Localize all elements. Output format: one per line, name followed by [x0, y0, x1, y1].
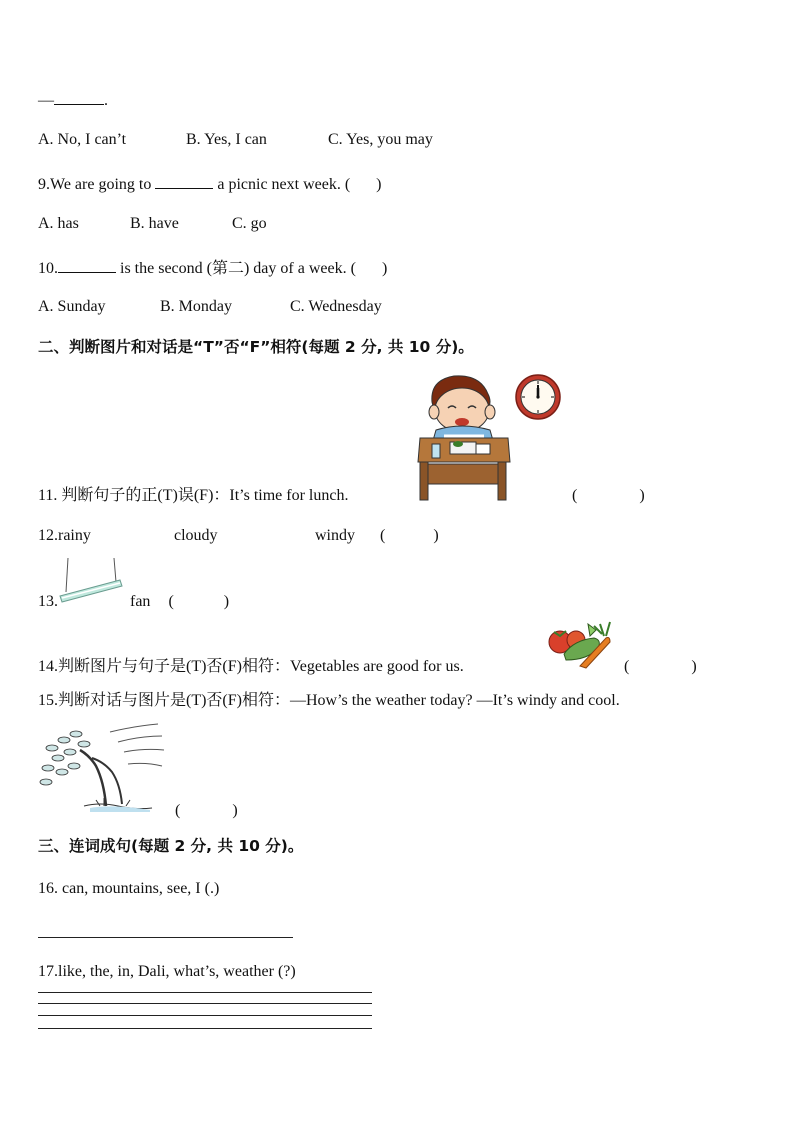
q9-blank[interactable]	[155, 172, 213, 189]
q11-answer-parens[interactable]	[572, 486, 645, 506]
q17-writing-line-4[interactable]	[38, 1028, 372, 1029]
q17-writing-line-2[interactable]	[38, 1003, 372, 1004]
q8-option-b[interactable]: B. Yes, I can	[186, 131, 267, 148]
tube-light-illustration	[58, 558, 124, 606]
q13-word-fan: fan	[130, 593, 151, 610]
q16-question: 16. can, mountains, see, I (.)	[38, 880, 220, 897]
boy-eating-lunch-illustration	[414, 372, 514, 502]
q10-paren-close: )	[381, 260, 388, 277]
q12-word-windy: windy	[315, 527, 355, 544]
paren-close: )	[691, 658, 697, 675]
dash: —	[38, 92, 54, 109]
q10-option-b[interactable]: B. Monday	[160, 298, 232, 315]
windy-tree-illustration	[40, 722, 166, 812]
q8-answer-line	[38, 88, 108, 111]
paren-open: (	[572, 487, 578, 504]
paren-close: )	[433, 527, 439, 544]
q8-option-c[interactable]: C. Yes, you may	[328, 131, 433, 148]
q12-word-rainy: 12.rainy	[38, 527, 91, 544]
vegetables-illustration	[544, 616, 614, 670]
paren-close: )	[232, 802, 238, 819]
q9-paren-close: )	[376, 176, 382, 193]
paren-close: )	[639, 487, 645, 504]
period: .	[104, 92, 108, 109]
section2-title: 二、判断图片和对话是“T”否“F”相符(每题 2 分, 共 10 分)。	[38, 338, 474, 356]
q9-text-before: We are going to	[50, 176, 152, 193]
q10-number: 10.	[38, 260, 58, 277]
q10-text-after: is the second (第二) day of a week. (	[120, 260, 356, 277]
q10-option-c[interactable]: C. Wednesday	[290, 298, 382, 315]
q17-writing-line-1[interactable]	[38, 992, 372, 993]
clock-twelve-illustration	[514, 373, 562, 421]
paren-open[interactable]: (	[380, 527, 386, 544]
section3-title: 三、连词成句(每题 2 分, 共 10 分)。	[38, 837, 304, 855]
paren-open[interactable]: (	[168, 593, 174, 610]
q14-question: 14.判断图片与句子是(T)否(F)相符：Vegetables are good for us.	[38, 658, 464, 675]
q12-word-cloudy: cloudy	[174, 527, 218, 544]
q9-option-c[interactable]: C. go	[232, 215, 267, 232]
q14-answer-parens[interactable]	[624, 657, 697, 677]
q13-number: 13.	[38, 593, 58, 610]
q9-question	[38, 172, 382, 195]
q17-question: 17.like, the, in, Dali, what’s, weather (?)	[38, 963, 296, 980]
q16-answer-line[interactable]	[38, 937, 293, 938]
q10-options	[38, 297, 382, 317]
q13-answer	[130, 592, 229, 612]
q10-question	[38, 256, 387, 279]
paren-close: )	[223, 593, 230, 610]
q9-number: 9.	[38, 176, 50, 193]
q15-question: 15.判断对话与图片是(T)否(F)相符：—How’s the weather today? —It’s windy and cool.	[38, 692, 620, 709]
paren-open: (	[175, 802, 181, 819]
q10-option-a[interactable]: A. Sunday	[38, 298, 106, 315]
q9-options	[38, 214, 267, 234]
q15-answer-parens[interactable]	[175, 801, 238, 821]
q9-option-a[interactable]: A. has	[38, 215, 79, 232]
q8-options	[38, 130, 433, 150]
q17-writing-line-3[interactable]	[38, 1015, 372, 1016]
q9-text-after: a picnic next week. (	[217, 176, 351, 193]
q10-blank[interactable]	[58, 256, 116, 273]
q11-question: 11. 判断句子的正(T)误(F)：It’s time for lunch.	[38, 487, 349, 504]
q12-question	[38, 526, 439, 546]
q9-option-b[interactable]: B. have	[130, 215, 179, 232]
q8-option-a[interactable]: A. No, I can’t	[38, 131, 127, 148]
paren-open: (	[624, 658, 630, 675]
answer-blank[interactable]	[54, 88, 104, 105]
